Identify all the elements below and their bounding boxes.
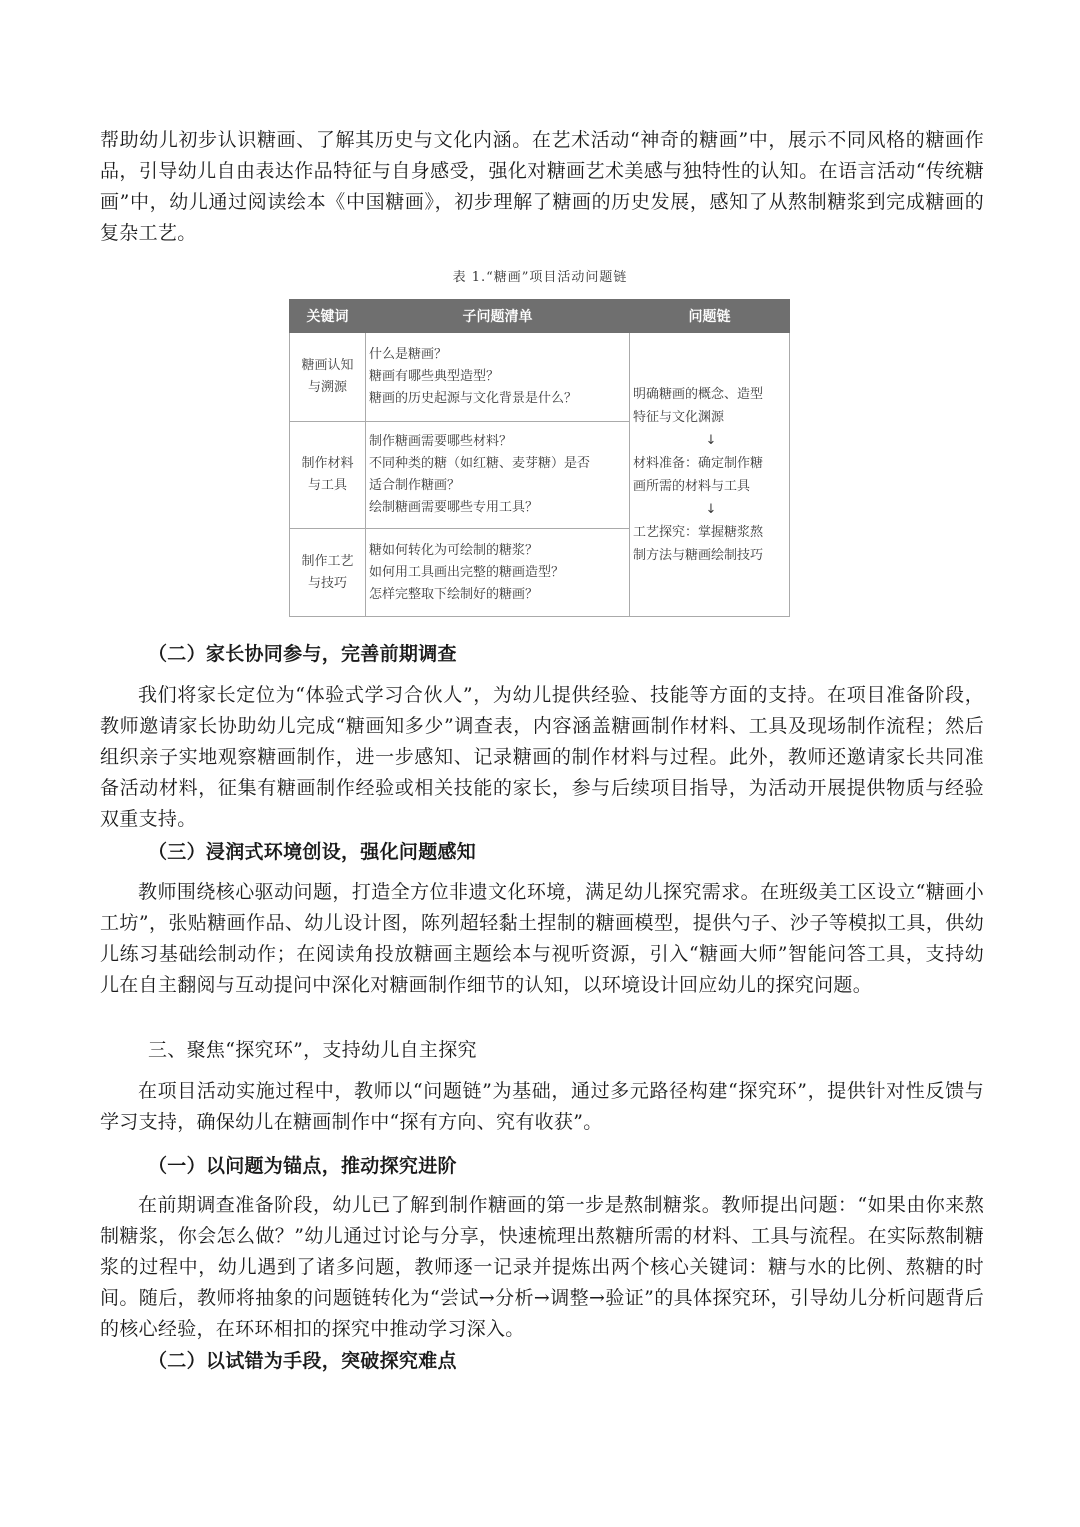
- down-arrow-icon: ↓: [705, 501, 717, 517]
- section-heading: （二）以试错为手段，突破探究难点: [148, 1350, 457, 1372]
- table-caption: 表 1.“糖画”项目活动问题链: [452, 270, 628, 285]
- keyword-line: 制作材料: [301, 456, 354, 471]
- keyword-cell: [290, 422, 366, 529]
- chain-line: 工艺探究：掌握糖浆熬: [633, 524, 764, 540]
- keyword-cell: [290, 333, 366, 422]
- header-question-chain: 问题链: [630, 300, 790, 333]
- section-heading: （二）家长协同参与，完善前期调查: [148, 643, 457, 665]
- chain-line: 明确糖画的概念、造型: [633, 386, 764, 402]
- question-line: 制作糖画需要哪些材料？: [369, 434, 513, 449]
- table-row: [290, 333, 790, 422]
- question-line: 糖画的历史起源与文化背景是什么？: [369, 391, 578, 406]
- keyword-line: 与溯源: [307, 380, 347, 395]
- chain-line: 画所需的材料与工具: [633, 478, 751, 494]
- section-paragraph: 我们将家长定位为“体验式学习合伙人”，为幼儿提供经验、技能等方面的支持。在项目准备阶段，教师邀请家长协助幼儿完成“糖画知多少”调查表，内容涵盖糖画制作材料、工具及现场制作流程；然后组织亲子实地观察糖画制作，进一步感知、记录糖画的制作材料与过程。此外，教师还邀请家长共同准备活动材料，征集有糖画制作经验或相关技能的家长，参与后续项目指导，为活动开展提供物质与经验双重支持。: [100, 684, 984, 830]
- chain-line: 材料准备：确定制作糖: [633, 455, 764, 471]
- chain-line: 特征与文化渊源: [633, 409, 725, 425]
- question-chain-table: [289, 299, 790, 617]
- question-line: 糖画有哪些典型造型？: [369, 369, 500, 384]
- question-line: 怎样完整取下绘制好的糖画？: [369, 586, 539, 602]
- down-arrow-icon: ↓: [705, 432, 717, 448]
- section-heading: （一）以问题为锚点，推动探究进阶: [148, 1155, 457, 1177]
- keyword-line: 与工具: [307, 478, 347, 493]
- sub-questions-cell: [366, 333, 630, 422]
- question-line: 绘制糖画需要哪些专用工具？: [369, 500, 539, 515]
- chain-line: 制方法与糖画绘制技巧: [633, 547, 764, 563]
- section-heading: 三、聚焦“探究环”，支持幼儿自主探究: [148, 1039, 477, 1061]
- question-line: 不同种类的糖（如红糖、麦芽糖）是否: [369, 456, 591, 471]
- section-paragraph: 在项目活动实施过程中，教师以“问题链”为基础，通过多元路径构建“探究环”，提供针对性反馈与学习支持，确保幼儿在糖画制作中“探有方向、究有收获”。: [100, 1080, 984, 1133]
- header-sub-questions: 子问题清单: [366, 300, 630, 333]
- section-paragraph: 教师围绕核心驱动问题，打造全方位非遗文化环境，满足幼儿探究需求。在班级美工区设立“糖画小工坊”，张贴糖画作品、幼儿设计图，陈列超轻黏土捏制的糖画模型，提供勺子、沙子等模拟工具，供幼儿练习基础绘制动作；在阅读角投放糖画主题绘本与视听资源，引入“糖画大师”智能问答工具，支持幼儿在自主翻阅与互动提问中深化对糖画制作细节的认知，以环境设计回应幼儿的探究问题。: [100, 881, 984, 996]
- question-line: 适合制作糖画？: [369, 478, 461, 493]
- keyword-line: 与技巧: [307, 575, 347, 591]
- sub-questions-cell: [366, 422, 630, 529]
- section-paragraph: 在前期调查准备阶段，幼儿已了解到制作糖画的第一步是熬制糖浆。教师提出问题：“如果由你来熬制糖浆，你会怎么做？”幼儿通过讨论与分享，快速梳理出熬糖所需的材料、工具与流程。在实际熬制糖浆的过程中，幼儿遇到了诸多问题，教师逐一记录并提炼出两个核心关键词：糖与水的比例、熬糖的时间。随后，教师将抽象的问题链转化为“尝试→分析→调整→验证”的具体探究环，引导幼儿分析问题背后的核心经验，在环环相扣的探究中推动学习深入。: [100, 1194, 984, 1340]
- question-chain-cell: [630, 333, 790, 617]
- section-heading: （三）浸润式环境创设，强化问题感知: [148, 841, 477, 863]
- keyword-line: 糖画认知: [301, 358, 354, 373]
- sub-questions-cell: [366, 529, 630, 617]
- question-line: 什么是糖画？: [369, 347, 448, 362]
- question-line: 糖如何转化为可绘制的糖浆？: [369, 542, 539, 558]
- header-keyword: 关键词: [290, 300, 366, 333]
- question-line: 如何用工具画出完整的糖画造型？: [369, 564, 565, 580]
- table-header-row: [290, 300, 790, 333]
- intro-paragraph: 帮助幼儿初步认识糖画、了解其历史与文化内涵。在艺术活动“神奇的糖画”中，展示不同风格的糖画作品，引导幼儿自由表达作品特征与自身感受，强化对糖画艺术美感与独特性的认知。在语言活动“传统糖画”中，幼儿通过阅读绘本《中国糖画》，初步理解了糖画的历史发展，感知了从熬制糖浆到完成糖画的复杂工艺。: [100, 129, 984, 244]
- keyword-cell: [290, 529, 366, 617]
- keyword-line: 制作工艺: [301, 553, 354, 569]
